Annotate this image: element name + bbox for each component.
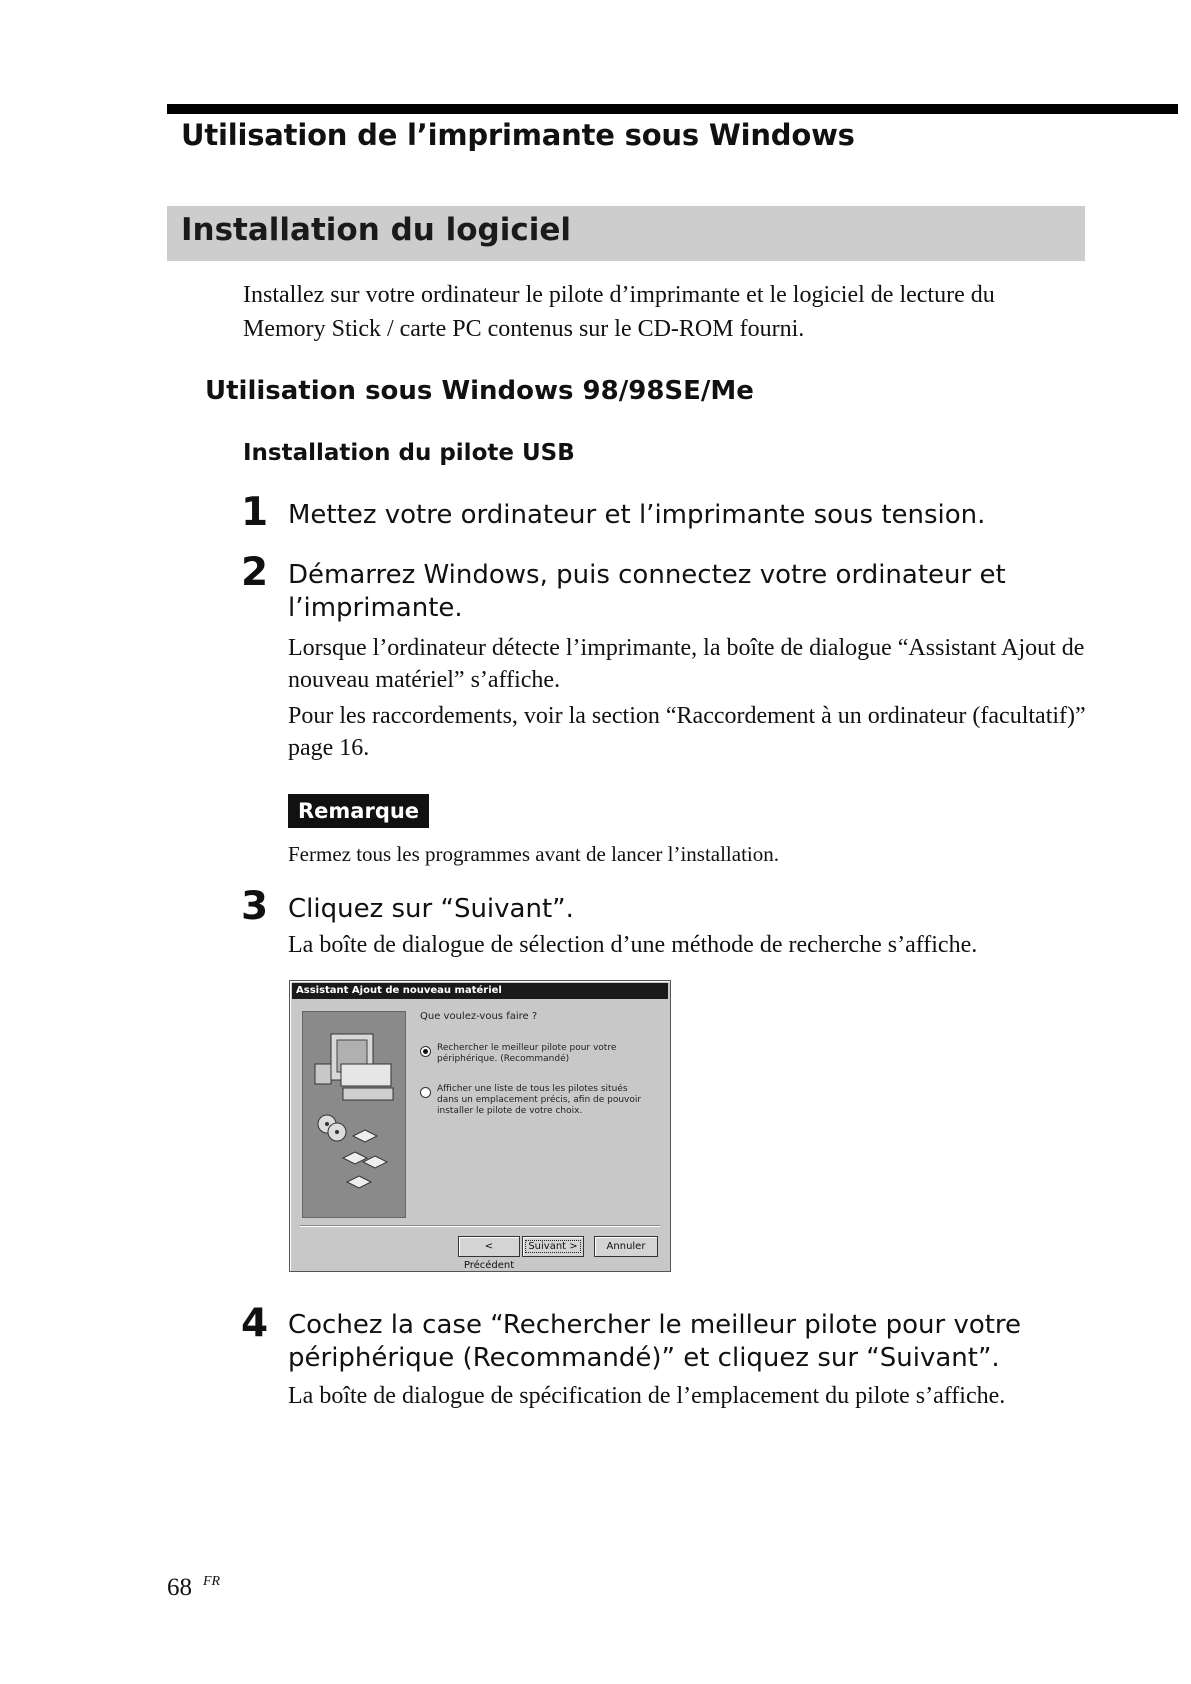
step-body: La boîte de dialogue de sélection d’une méthode de recherche s’affiche. (288, 932, 978, 958)
dialog-titlebar: Assistant Ajout de nouveau matériel (292, 983, 668, 999)
intro-paragraph: Installez sur votre ordinateur le pilote d’imprimante et le logiciel de lecture du Memory Stick / carte PC contenus sur le CD-ROM fourni. (243, 282, 995, 342)
radio-label: Rechercher le meilleur pilote pour votre périphérique. (Recommandé) (437, 1043, 617, 1064)
next-button[interactable] (522, 1236, 584, 1257)
dialog-question: Que voulez-vous faire ? (420, 1011, 538, 1022)
wizard-dialog (289, 980, 671, 1272)
radio-option-list[interactable] (420, 1084, 650, 1117)
step-body: Lorsque l’ordinateur détecte l’imprimante, la boîte de dialogue “Assistant Ajout de nouveau matériel” s’affiche. (288, 635, 1085, 693)
cancel-button[interactable]: Annuler (594, 1236, 658, 1257)
computer-illustration-icon (302, 1011, 406, 1218)
top-rule (167, 104, 1178, 114)
step-title: Mettez votre ordinateur et l’imprimante sous tension. (288, 500, 986, 530)
back-button[interactable]: < Précédent (458, 1236, 520, 1257)
step-title: Démarrez Windows, puis connectez votre ordinateur et l’imprimante. (288, 560, 1006, 623)
radio-selected-icon[interactable] (420, 1046, 431, 1057)
step-number: 1 (241, 490, 269, 535)
step-title: Cochez la case “Rechercher le meilleur pilote pour votre périphérique (Recommandé)” et cliquez sur “Suivant”. (288, 1310, 1022, 1373)
next-button-label: Suivant > (528, 1241, 578, 1252)
note-text: Fermez tous les programmes avant de lancer l’installation. (288, 842, 780, 866)
subsection-title: Utilisation sous Windows 98/98SE/Me (205, 376, 754, 406)
note-badge: Remarque (288, 794, 429, 828)
section-title: Installation du logiciel (181, 212, 572, 248)
subsubsection-title: Installation du pilote USB (243, 440, 575, 466)
radio-option-recommended[interactable] (420, 1043, 650, 1065)
page-number: 68 (167, 1574, 192, 1601)
step-body: Pour les raccordements, voir la section “Raccordement à un ordinateur (facultatif)” page 16. (288, 703, 1086, 761)
step-number: 4 (241, 1301, 269, 1346)
step-title: Cliquez sur “Suivant”. (288, 894, 574, 924)
step-number: 2 (241, 550, 269, 595)
step-body: La boîte de dialogue de spécification de l’emplacement du pilote s’affiche. (288, 1383, 1006, 1409)
step-number: 3 (241, 884, 269, 929)
radio-label: Afficher une liste de tous les pilotes situés dans un emplacement précis, afin de pouvoir installer le pilote de votre choix. (437, 1084, 642, 1116)
dialog-divider (300, 1225, 660, 1227)
radio-unselected-icon[interactable] (420, 1087, 431, 1098)
chapter-title: Utilisation de l’imprimante sous Windows (181, 118, 855, 152)
page-language: FR (203, 1574, 221, 1589)
